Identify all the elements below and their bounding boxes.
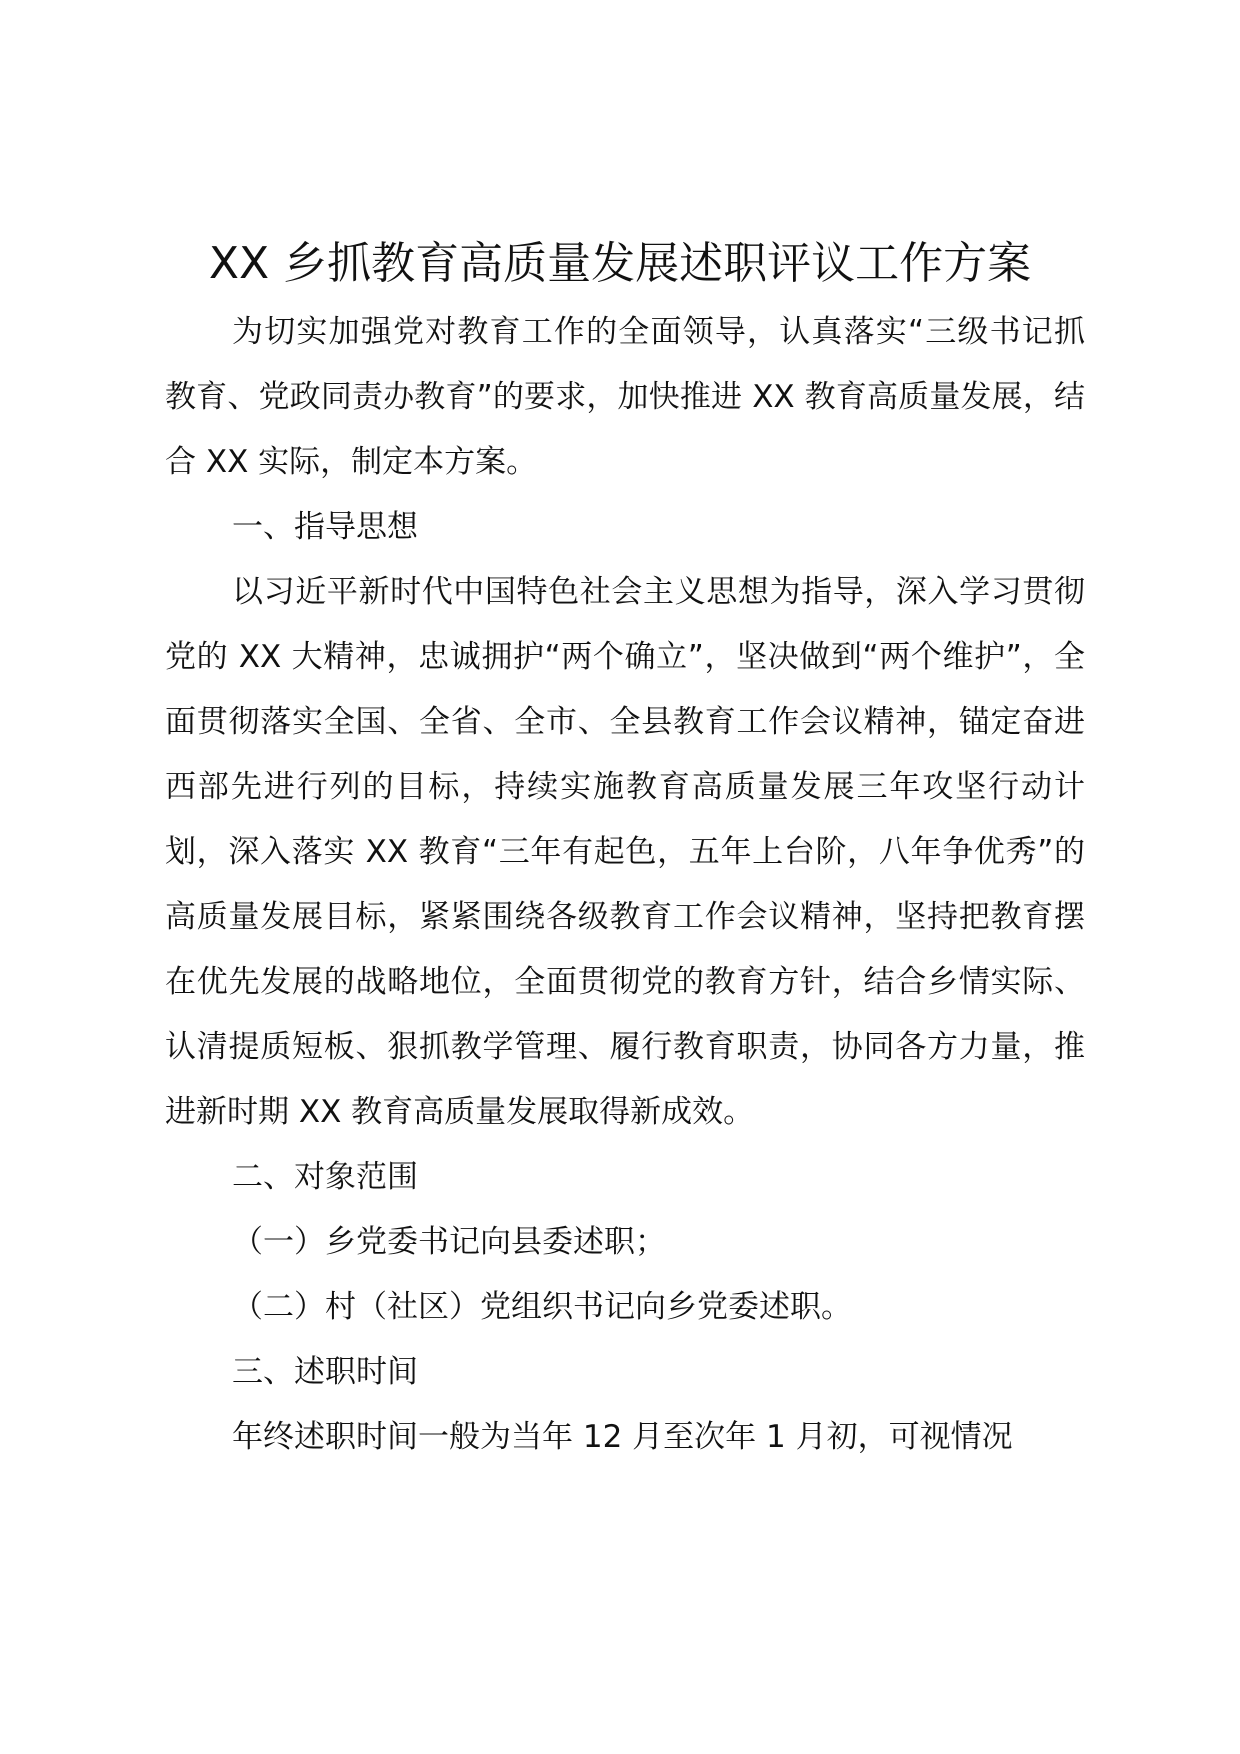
document-body xyxy=(165,300,1085,1470)
scope-item-2: （二）村（社区）党组织书记向乡党委述职。 xyxy=(232,1289,852,1325)
guiding-ideology-paragraph: 以习近平新时代中国特色社会主义思想为指导，深入学习贯彻党的 XX 大精神，忠诚拥护“两个确立”，坚决做到“两个维护”，全面贯彻落实全国、全省、全市、全县教育工作会议精神，锚定奋进西部先进行列的目标，持续实施教育高质量发展三年攻坚行动计划，深入落实 XX 教育“三年有起色，五年上台阶，八年争优秀”的高质量发展目标，紧紧围绕各级教育工作会议精神，坚持把教育摆在优先发展的战略地位，全面贯彻党的教育方针，结合乡情实际、认清提质短板、狠抓教学管理、履行教育职责，协同各方力量，推进新时期 XX 教育高质量发展取得新成效。 xyxy=(165,574,1085,1130)
section-heading-scope: 二、对象范围 xyxy=(232,1159,418,1195)
section-heading-guiding-ideology: 一、指导思想 xyxy=(232,509,418,545)
scope-item-1: （一）乡党委书记向县委述职； xyxy=(232,1224,666,1260)
section-heading-report-time: 三、述职时间 xyxy=(232,1354,418,1390)
intro-paragraph: 为切实加强党对教育工作的全面领导，认真落实“三级书记抓教育、党政同责办教育”的要求，加快推进 XX 教育高质量发展，结合 XX 实际，制定本方案。 xyxy=(165,314,1085,480)
document-title: XX 乡抓教育高质量发展述职评议工作方案 xyxy=(208,238,1032,289)
report-time-paragraph: 年终述职时间一般为当年 12 月至次年 1 月初，可视情况 xyxy=(232,1419,1013,1455)
